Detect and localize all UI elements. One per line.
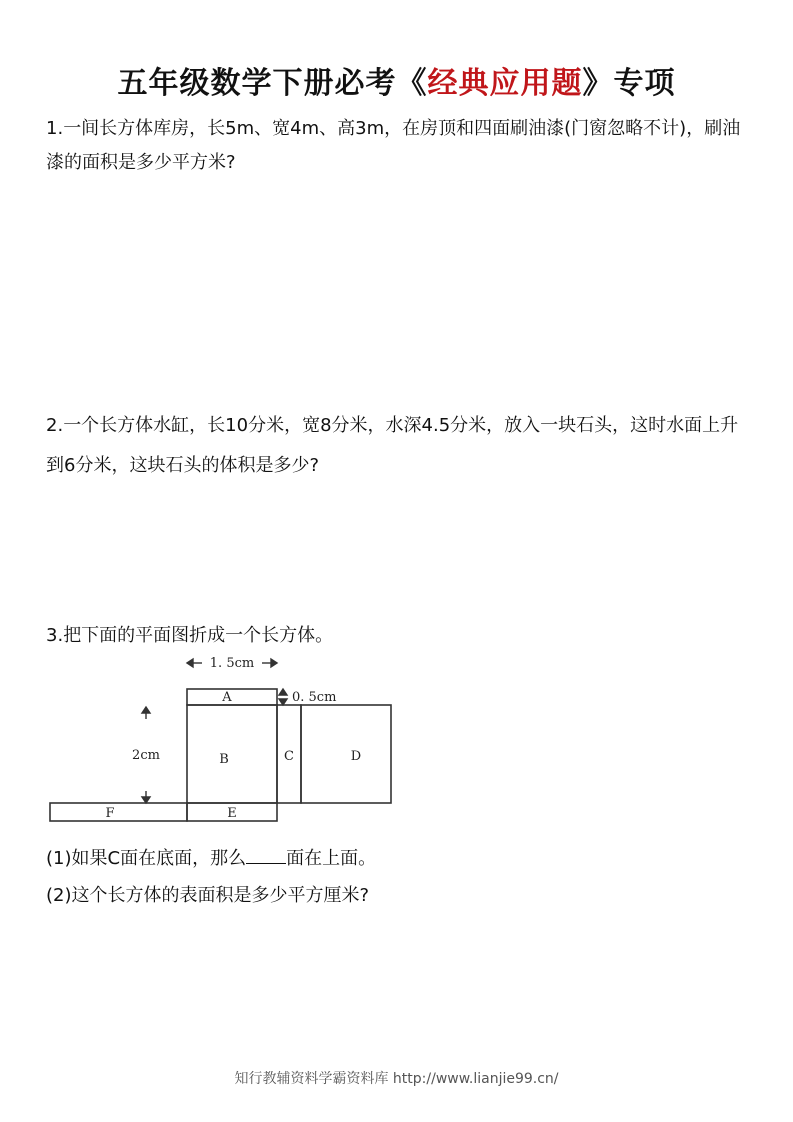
question-1-text: 一间长方体库房，长5m、宽4m、高3m，在房顶和四面刷油漆(门窗忽略不计)，刷油漆的面积是多少平方米? xyxy=(46,118,741,173)
height-arrow-down-head xyxy=(142,797,150,803)
dim-height-label: 2cm xyxy=(132,748,160,763)
question-3-text: 把下面的平面图折成一个长方体。 xyxy=(63,625,334,646)
face-label-b: B xyxy=(219,752,229,767)
page-title xyxy=(0,58,793,102)
dim-width-label: 1. 5cm xyxy=(209,656,255,671)
face-label-d: D xyxy=(350,749,362,764)
footer-text: 知行教辅资料学霸资料库 http://www.lianjie99.cn/ xyxy=(234,1071,559,1087)
title-suffix: 》专项 xyxy=(582,66,676,101)
face-b-rect xyxy=(187,705,277,803)
face-f-rect xyxy=(50,803,187,821)
face-d-rect xyxy=(301,705,391,803)
title-highlight: 经典应用题 xyxy=(427,66,583,101)
question-3-number: 3. xyxy=(46,625,64,646)
sub-question-1-after: 面在上面。 xyxy=(286,848,377,869)
answer-blank xyxy=(246,845,286,864)
question-2-text: 一个长方体水缸，长10分米，宽8分米，水深4.5分米，放入一块石头，这时水面上升到6分米，这块石头的体积是多少? xyxy=(46,415,739,476)
width-arrow-left-head xyxy=(187,659,193,667)
face-label-f: F xyxy=(105,806,115,821)
question-2 xyxy=(46,406,756,486)
question-1 xyxy=(46,112,756,180)
face-label-e: E xyxy=(227,806,237,821)
face-a-rect xyxy=(187,689,277,705)
question-3 xyxy=(46,619,756,653)
sub-question-1-before: (1)如果C面在底面，那么 xyxy=(46,848,247,869)
face-label-c: C xyxy=(284,749,294,764)
thin-arrow-up-head xyxy=(279,689,287,695)
face-label-a: A xyxy=(222,690,232,705)
sub-question-1 xyxy=(46,844,376,874)
question-2-number: 2. xyxy=(46,415,64,436)
dim-thin-label: 0. 5cm xyxy=(292,690,337,705)
box-net-diagram xyxy=(44,655,400,830)
height-arrow-up-head xyxy=(142,707,150,713)
title-prefix: 五年级数学下册必考《 xyxy=(117,66,428,101)
sub-question-2: (2)这个长方体的表面积是多少平方厘米? xyxy=(46,885,370,906)
question-1-number: 1. xyxy=(46,118,64,139)
width-arrow-right-head xyxy=(271,659,277,667)
thin-arrow-down-head xyxy=(279,699,287,705)
